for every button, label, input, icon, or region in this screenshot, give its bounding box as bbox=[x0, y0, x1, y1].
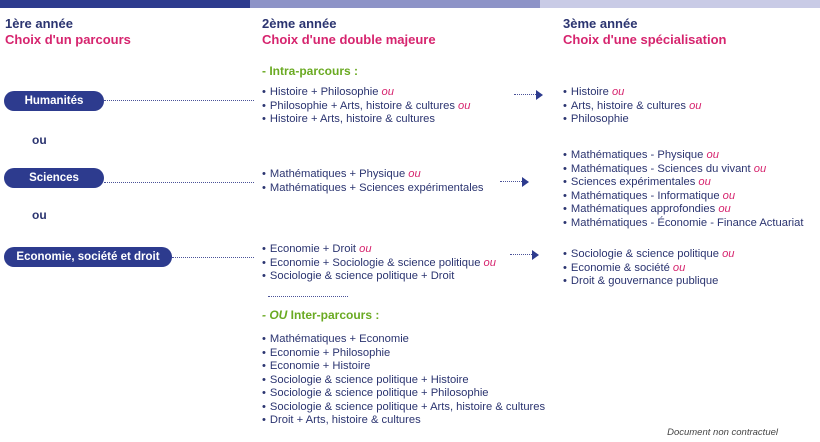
year2-color-bar bbox=[250, 0, 540, 8]
list-item: • Economie + Philosophie bbox=[262, 347, 545, 361]
list-item: • Histoire ou bbox=[563, 86, 702, 100]
majeures-humanites-list bbox=[262, 86, 470, 127]
list-item: • Philosophie + Arts, histoire & cultures ou bbox=[262, 100, 470, 114]
year1-color-bar bbox=[0, 0, 250, 8]
list-item: • Mathématiques + Physique ou bbox=[262, 168, 484, 182]
inter-parcours-label: - OU Inter-parcours : bbox=[262, 308, 380, 322]
list-item: • Droit + Arts, histoire & cultures bbox=[262, 414, 545, 428]
year2-subtitle: Choix d'une double majeure bbox=[262, 32, 436, 47]
connector-sciences bbox=[104, 182, 254, 183]
list-item: • Economie & société ou bbox=[563, 262, 735, 276]
arrow-sciences bbox=[500, 177, 530, 187]
list-item: • Mathématiques + Sciences expérimentales bbox=[262, 182, 484, 196]
list-item: • Sociologie & science politique + Droit bbox=[262, 270, 496, 284]
list-item: • Economie + Histoire bbox=[262, 360, 545, 374]
specialisations-humanites-list bbox=[563, 86, 702, 127]
year3-color-bar bbox=[540, 0, 820, 8]
list-item: • Mathématiques - Économie - Finance Actuariat bbox=[563, 217, 803, 231]
list-item: • Sciences expérimentales ou bbox=[563, 176, 803, 190]
ou-separator-2: ou bbox=[32, 208, 47, 222]
year2-heading: 2ème année bbox=[262, 16, 337, 31]
list-item: • Mathématiques + Economie bbox=[262, 333, 545, 347]
ou-separator-1: ou bbox=[32, 133, 47, 147]
section-divider bbox=[268, 296, 348, 297]
list-item: • Arts, histoire & cultures ou bbox=[563, 100, 702, 114]
parcours-humanites: Humanités bbox=[4, 91, 104, 111]
majeures-economie-list bbox=[262, 243, 496, 284]
list-item: • Economie + Droit ou bbox=[262, 243, 496, 257]
specialisations-sciences-list bbox=[563, 149, 803, 230]
inter-parcours-list bbox=[262, 333, 545, 428]
arrow-humanites bbox=[514, 90, 544, 100]
connector-humanites bbox=[104, 100, 254, 101]
year3-subtitle: Choix d'une spécialisation bbox=[563, 32, 727, 47]
list-item: • Mathématiques approfondies ou bbox=[563, 203, 803, 217]
list-item: • Sociologie & science politique ou bbox=[563, 248, 735, 262]
list-item: • Mathématiques - Sciences du vivant ou bbox=[563, 163, 803, 177]
list-item: • Philosophie bbox=[563, 113, 702, 127]
list-item: • Mathématiques - Informatique ou bbox=[563, 190, 803, 204]
list-item: • Histoire + Arts, histoire & cultures bbox=[262, 113, 470, 127]
specialisations-economie-list bbox=[563, 248, 735, 289]
list-item: • Sociologie & science politique + Arts, histoire & cultures bbox=[262, 401, 545, 415]
intra-parcours-label: - Intra-parcours : bbox=[262, 64, 359, 78]
year3-heading: 3ème année bbox=[563, 16, 638, 31]
parcours-sciences: Sciences bbox=[4, 168, 104, 188]
list-item: • Economie + Sociologie & science politique ou bbox=[262, 257, 496, 271]
majeures-sciences-list bbox=[262, 168, 484, 195]
list-item: • Sociologie & science politique + Philosophie bbox=[262, 387, 545, 401]
list-item: • Droit & gouvernance publique bbox=[563, 275, 735, 289]
year1-heading: 1ère année bbox=[5, 16, 73, 31]
connector-economie bbox=[172, 257, 254, 258]
arrow-economie bbox=[510, 250, 540, 260]
list-item: • Histoire + Philosophie ou bbox=[262, 86, 470, 100]
parcours-economie: Economie, société et droit bbox=[4, 247, 172, 267]
year1-subtitle: Choix d'un parcours bbox=[5, 32, 131, 47]
footnote: Document non contractuel bbox=[667, 427, 778, 438]
list-item: • Sociologie & science politique + Histoire bbox=[262, 374, 545, 388]
list-item: • Mathématiques - Physique ou bbox=[563, 149, 803, 163]
